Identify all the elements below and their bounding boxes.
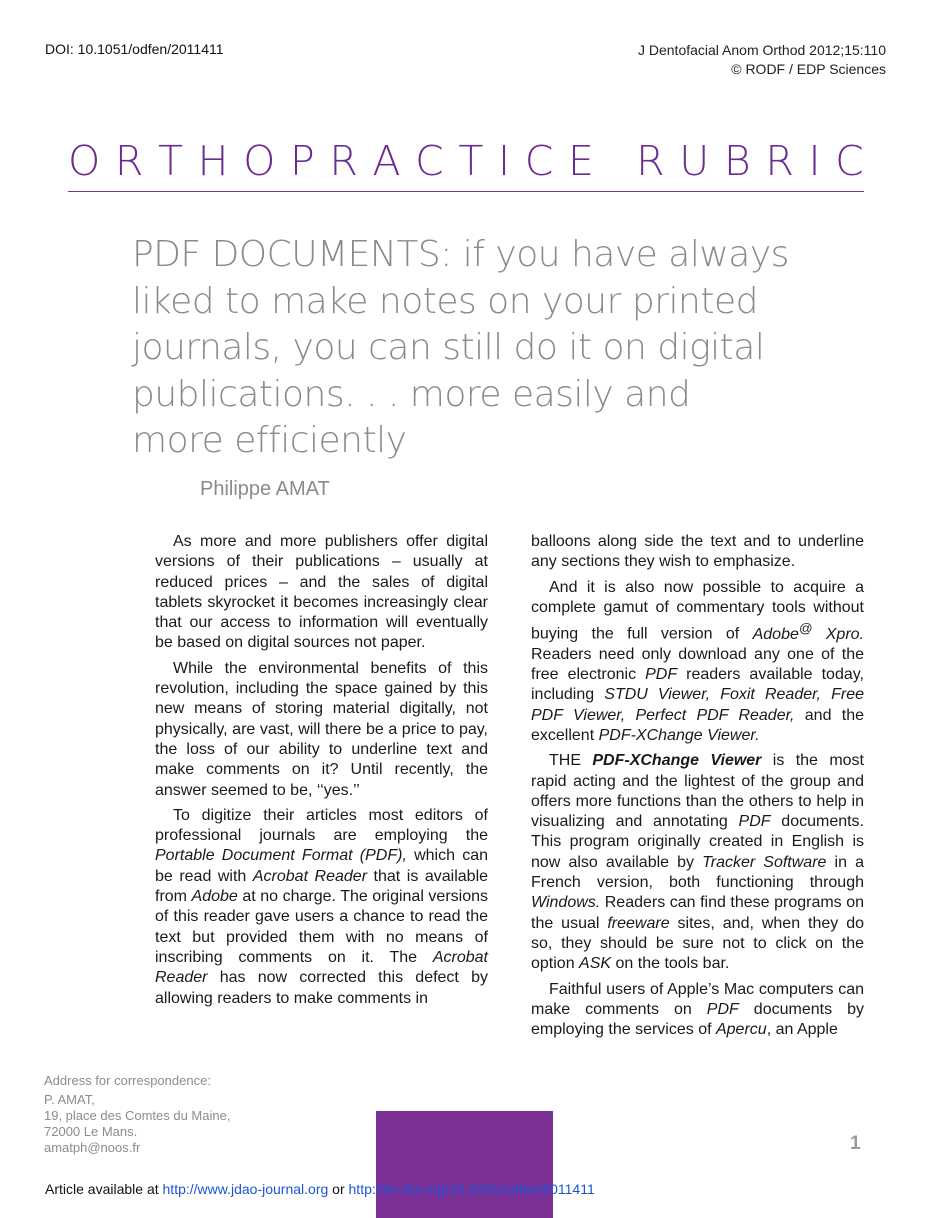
rubric-letter: T [158,137,184,185]
rubric-letter: O [243,137,276,185]
rubric-letter: R [114,137,144,185]
rubric-letter: R [765,137,794,185]
paragraph: Faithful users of Apple’s Mac computers can make comments on PDF documents by employing the services of Apercu, an Apple [531,980,864,1039]
correspondence-email: amatph@noos.fr [44,1140,141,1155]
availability-or: or [328,1181,349,1197]
rubric-letter: B [723,137,751,185]
rubric-letter: U [679,137,710,185]
rubric-letter: C [835,137,864,185]
rubric-letter: E [567,137,594,185]
rubric-letter: I [808,137,821,185]
decorative-purple-block [376,1111,553,1218]
paragraph: And it is also now possible to acquire a complete gamut of commentary tools without buying the full version of Adobe@ Xpro. Readers need only download any one of the free electronic PDF readers available today, including STDU Viewer, Foxit Reader, Free PDF Viewer, Perfect PDF Reader, and the excellent PDF-XChange Viewer. [531,578,865,744]
body-column-left [155,532,488,1014]
rubric-letter: A [372,137,401,185]
article-availability [45,1181,595,1197]
rubric-letter: I [498,137,511,185]
rubric-letter: T [458,137,484,185]
copyright-text: © RODF / EDP Sciences [731,61,886,77]
journal-citation [638,41,886,79]
rubric-word-gap [609,136,622,186]
rubric-letter: O [68,137,101,185]
correspondence-name: P. AMAT, [44,1092,95,1107]
correspondence-address [44,1073,230,1156]
rubric-letter: R [329,137,358,185]
citation-text: J Dentofacial Anom Orthod 2012;15:110 [637,42,886,58]
paragraph: While the environmental benefits of this revolution, including the space gained by this new means of storing material digitally, not physically, are vast, will there be a price to pay, the loss of our ability to underline text and make comments on it? Until recently, the answer seemed to be, ‘‘yes.’’ [155,659,488,799]
rubric-letter: P [290,137,315,185]
rubric-letter: R [636,137,665,185]
author-name: Philippe AMAT [200,478,330,500]
rubric-letter: C [524,137,554,185]
correspondence-city: 72000 Le Mans. [44,1124,138,1139]
rubric-letter: H [197,137,229,185]
page-number: 1 [850,1133,861,1154]
article-title: PDF DOCUMENTS: if you have always liked to make notes on your printed journals, you can still do it on digital publications. . . more easily and more efficiently [132,234,789,461]
body-column-right [531,532,864,1045]
correspondence-label: Address for correspondence: [44,1073,211,1088]
rubric-letter: C [415,137,444,185]
correspondence-street: 19, place des Comtes du Maine, [44,1108,231,1123]
paragraph: balloons along side the text and to underline any sections they wish to emphasize. [531,533,864,571]
doi-line: DOI: 10.1051/odfen/2011411 [45,41,224,57]
paragraph: As more and more publishers offer digital versions of their publications – usually at reduced prices – and the sales of digital tablets skyrocket it becomes increasingly clear that our access to information will eventually be based on digital sources not paper. [155,533,488,652]
doi-link[interactable]: http://dx.doi.org/10.1051/odfen/2011411 [348,1181,595,1197]
paragraph: To digitize their articles most editors of professional journals are employing the Portable Document Format (PDF), which can be read with Acrobat Reader that is available from Adobe at no charge. The original versions of this reader gave users a chance to read the text but provided them with no means of inscribing comments on it. The Acrobat Reader has now corrected this defect by allowing readers to make comments in [155,806,489,1007]
journal-link[interactable]: http://www.jdao-journal.org [162,1181,329,1197]
paragraph: THE PDF-XChange Viewer is the most rapid acting and the lightest of the group and offers more functions than the others to help in visualizing and annotating PDF documents. This program originally created in English is now also available by Tracker Software in a French version, both functioning through Windows. Readers can find these programs on the usual freeware sites, and, when they do so, they should be sure not to click on the option ASK on the tools bar. [531,752,865,973]
availability-prefix: Article available at [45,1181,163,1197]
section-rubric [68,136,864,192]
